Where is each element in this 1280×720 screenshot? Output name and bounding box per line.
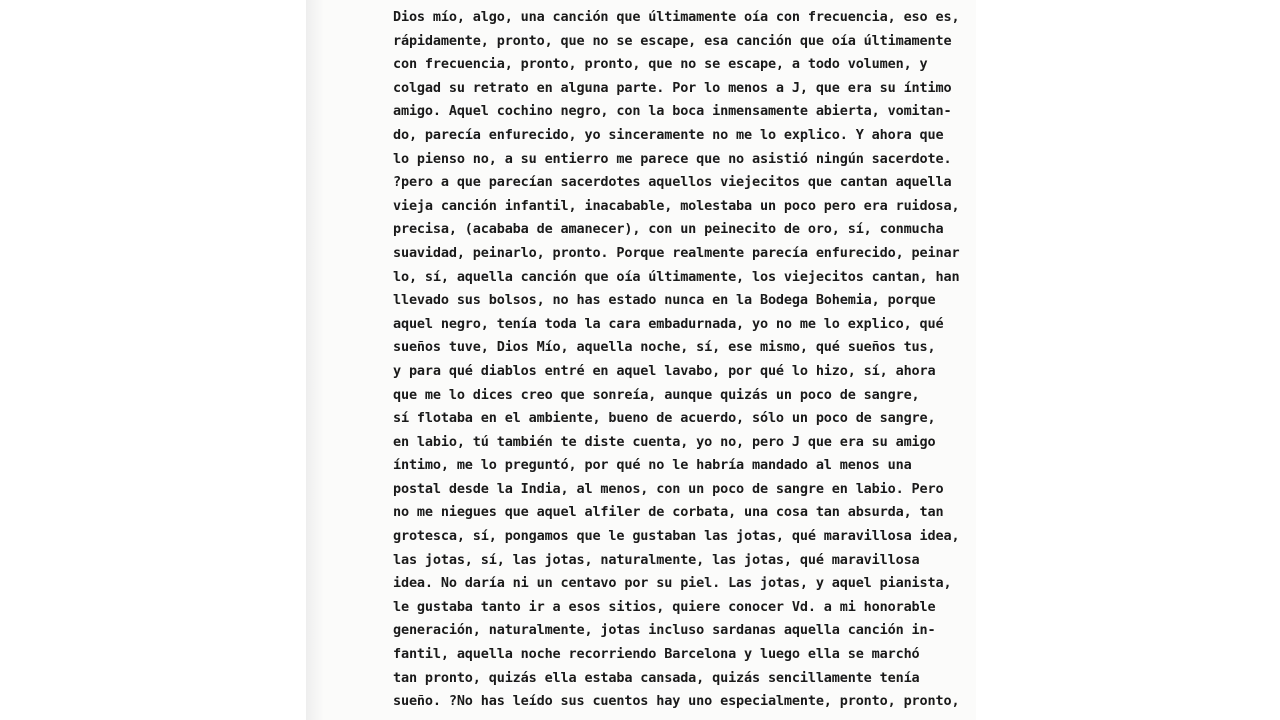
text-line: lo pienso no, a su entierro me parece que no asistió ningún sacerdote. [393,150,952,167]
text-line: lo, sí, aquella canción que oía últimamente, los viejecitos cantan, han [393,268,960,285]
text-line: ?pero a que parecían sacerdotes aquellos viejecitos que cantan aquella [393,174,952,191]
text-line: tan pronto, quizás ella estaba cansada, quizás sencillamente tenía [393,669,920,686]
text-line: no me niegues que aquel alfiler de corbata, una cosa tan absurda, tan [393,504,944,521]
text-line: aquel negro, tenía toda la cara embadurnada, yo no me lo explico, qué [393,315,944,332]
text-line: precisa, (acababa de amanecer), con un peinecito de oro, sí, conmucha [393,221,944,238]
text-line: suavidad, peinarlo, pronto. Porque realmente parecía enfurecido, peinar [393,244,960,261]
text-line: en labio, tú también te diste cuenta, yo no, pero J que era su amigo [393,433,936,450]
text-line: íntimo, me lo preguntó, por qué no le habría mandado al menos una [393,457,912,474]
text-line: colgad su retrato en alguna parte. Por lo menos a J, que era su íntimo [393,79,952,96]
text-line: grotesca, sí, pongamos que le gustaban las jotas, qué maravillosa idea, [393,528,960,545]
text-line: vieja canción infantil, inacabable, molestaba un poco pero era ruidosa, [393,197,960,214]
text-line: y para qué diablos entré en aquel lavabo, por qué lo hizo, sí, ahora [393,362,936,379]
text-line: las jotas, sí, las jotas, naturalmente, las jotas, qué maravillosa [393,551,920,568]
text-line: idea. No daría ni un centavo por su piel. Las jotas, y aquel pianista, [393,575,952,592]
text-line: fantil, aquella noche recorriendo Barcelona y luego ella se marchó [393,646,920,663]
text-line: amigo. Aquel cochino negro, con la boca inmensamente abierta, vomitan- [393,103,952,120]
text-line: generación, naturalmente, jotas incluso sardanas aquella canción in- [393,622,936,639]
paper-edge-shadow [306,0,324,720]
text-line: sí flotaba en el ambiente, bueno de acuerdo, sólo un poco de sangre, [393,410,936,427]
text-line: sueños tuve, Dios Mío, aquella noche, sí, ese mismo, qué sueños tus, [393,339,936,356]
text-line: rápidamente, pronto, que no se escape, esa canción que oía últimamente [393,32,952,49]
typewritten-text-body [393,6,983,714]
text-line: postal desde la India, al menos, con un poco de sangre en labio. Pero [393,480,944,497]
text-line: le gustaba tanto ir a esos sitios, quiere conocer Vd. a mi honorable [393,598,936,615]
text-line: sueño. ?No has leído sus cuentos hay uno especialmente, pronto, pronto, [393,693,960,710]
text-line: do, parecía enfurecido, yo sinceramente no me lo explico. Y ahora que [393,126,944,143]
text-line: llevado sus bolsos, no has estado nunca en la Bodega Bohemia, porque [393,292,936,309]
text-line: con frecuencia, pronto, pronto, que no se escape, a todo volumen, y [393,56,928,73]
text-line: Dios mío, algo, una canción que últimamente oía con frecuencia, eso es, [393,9,960,25]
text-line: que me lo dices creo que sonreía, aunque quizás un poco de sangre, [393,386,920,403]
